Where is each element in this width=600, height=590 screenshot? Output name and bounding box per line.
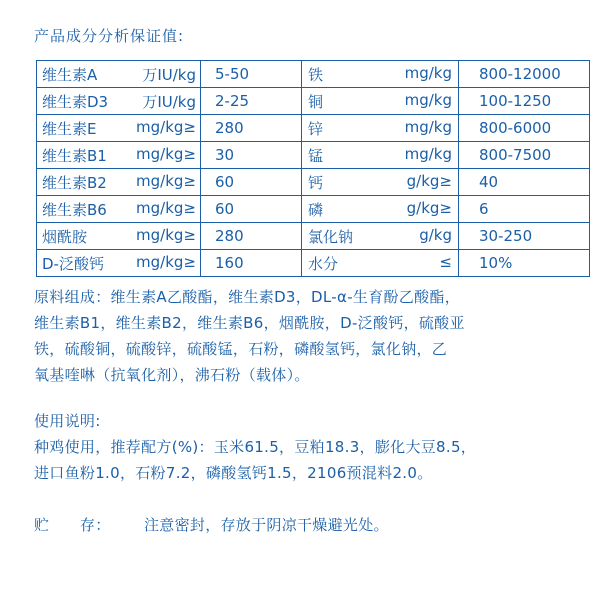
nutrient-name: D-泛酸钙 (42, 254, 104, 273)
nutrient-value: 10% (459, 250, 590, 277)
nutrient-cell (37, 142, 201, 169)
nutrient-value: 800-6000 (459, 115, 590, 142)
nutrient-cell (37, 169, 201, 196)
nutrient-unit: g/kg≥ (406, 198, 452, 217)
nutrient-unit: mg/kg (404, 90, 452, 109)
nutrient-name: 钙 (308, 173, 324, 192)
table-row (37, 250, 590, 277)
nutrient-cell (302, 88, 459, 115)
nutrient-cell (302, 250, 459, 277)
nutrient-cell (302, 61, 459, 88)
nutrient-name: 氯化钠 (308, 227, 354, 246)
table-row (37, 196, 590, 223)
raw-materials-line: 维生素B1，维生素B2，维生素B6，烟酰胺，D-泛酸钙，硫酸亚 (34, 314, 465, 332)
usage-section (34, 408, 574, 486)
nutrient-name: 锰 (308, 146, 324, 165)
nutrient-cell (302, 142, 459, 169)
table-row (37, 88, 590, 115)
nutrient-cell (37, 250, 201, 277)
nutrient-cell (37, 223, 201, 250)
table-row (37, 223, 590, 250)
table-row (37, 115, 590, 142)
nutrient-value: 60 (201, 196, 302, 223)
nutrient-cell (37, 88, 201, 115)
nutrient-unit: mg/kg≥ (136, 117, 196, 136)
table-row (37, 169, 590, 196)
nutrient-unit: 万IU/kg (142, 92, 196, 111)
nutrient-value: 100-1250 (459, 88, 590, 115)
nutrient-name: 维生素B6 (42, 200, 107, 219)
nutrient-unit: g/kg≥ (406, 171, 452, 190)
nutrient-name: 铜 (308, 92, 324, 111)
nutrient-value: 2-25 (201, 88, 302, 115)
nutrient-name: 维生素B1 (42, 146, 107, 165)
nutrient-unit: mg/kg≥ (136, 171, 196, 190)
nutrient-value: 40 (459, 169, 590, 196)
nutrient-value: 280 (201, 115, 302, 142)
raw-materials-line: 原料组成：维生素A乙酸酯，维生素D3，DL-α-生育酚乙酸酯， (34, 288, 461, 306)
table-row (37, 61, 590, 88)
nutrient-unit: mg/kg (404, 117, 452, 136)
storage-section (34, 512, 574, 538)
nutrient-name: 维生素B2 (42, 173, 107, 192)
nutrient-name: 烟酰胺 (42, 227, 88, 246)
raw-materials-section (34, 284, 574, 388)
nutrient-unit: mg/kg≥ (136, 198, 196, 217)
nutrient-name: 维生素A (42, 65, 98, 84)
nutrient-cell (37, 196, 201, 223)
usage-line: 种鸡使用，推荐配方(%)：玉米61.5，豆粕18.3，膨化大豆8.5， (34, 438, 477, 456)
nutrient-unit: g/kg (419, 225, 452, 244)
nutrient-unit: mg/kg≥ (136, 144, 196, 163)
nutrient-name: 铁 (308, 65, 324, 84)
nutrient-unit: mg/kg (404, 63, 452, 82)
nutrient-value: 800-7500 (459, 142, 590, 169)
nutrient-value: 280 (201, 223, 302, 250)
nutrient-value: 6 (459, 196, 590, 223)
nutrient-cell (302, 196, 459, 223)
page-title: 产品成分分析保证值: (34, 27, 185, 45)
nutrient-cell (302, 115, 459, 142)
raw-materials-line: 铁，硫酸铜，硫酸锌，硫酸锰，石粉，磷酸氢钙，氯化钠，乙 (34, 340, 448, 358)
usage-line: 进口鱼粉1.0，石粉7.2，磷酸氢钙1.5，2106预混料2.0。 (34, 464, 433, 482)
nutrient-cell (302, 223, 459, 250)
storage-text: 注意密封，存放于阴凉干燥避光处。 (144, 516, 389, 534)
nutrient-name: 维生素E (42, 119, 97, 138)
nutrient-name: 锌 (308, 119, 324, 138)
table-row (37, 142, 590, 169)
analysis-table (36, 60, 590, 277)
nutrient-name: 磷 (308, 200, 324, 219)
nutrient-unit: mg/kg≥ (136, 225, 196, 244)
nutrient-value: 160 (201, 250, 302, 277)
nutrient-name: 维生素D3 (42, 92, 109, 111)
nutrient-value: 30-250 (459, 223, 590, 250)
nutrient-unit: 万IU/kg (142, 65, 196, 84)
nutrient-cell (302, 169, 459, 196)
nutrient-cell (37, 61, 201, 88)
nutrient-unit: ≤ (439, 252, 452, 271)
nutrient-cell (37, 115, 201, 142)
nutrient-unit: mg/kg (404, 144, 452, 163)
raw-materials-line: 氧基喹啉（抗氧化剂），沸石粉（载体）。 (34, 366, 310, 384)
nutrient-name: 水分 (308, 254, 339, 273)
nutrient-value: 60 (201, 169, 302, 196)
storage-label: 贮 存： (34, 516, 111, 534)
nutrient-unit: mg/kg≥ (136, 252, 196, 271)
usage-heading: 使用说明: (34, 412, 101, 430)
nutrient-value: 30 (201, 142, 302, 169)
nutrient-value: 800-12000 (459, 61, 590, 88)
nutrient-value: 5-50 (201, 61, 302, 88)
